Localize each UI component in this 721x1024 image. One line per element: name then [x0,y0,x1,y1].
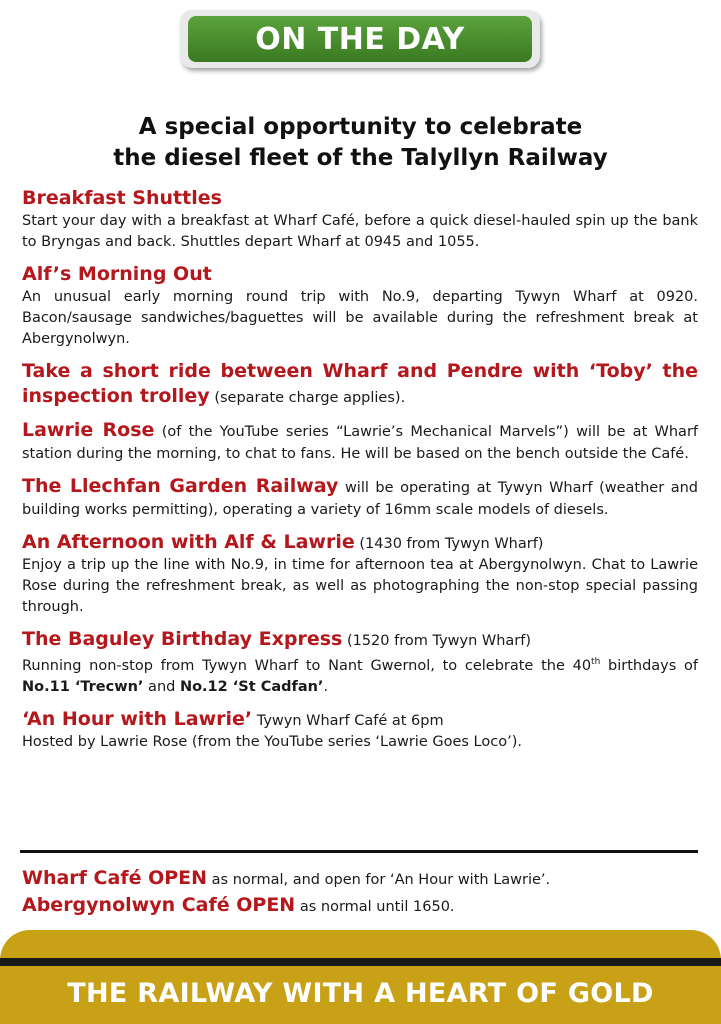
event-afternoon-alf-lawrie [22,530,698,618]
event-body: Start your day with a breakfast at Wharf Café, before a quick diesel-hauled spin up the bank to Bryngas and back. Shuttles depart Wharf at 0945 and 1055. [22,213,698,250]
event-list [22,186,698,762]
ordinal-suffix: th [591,657,601,667]
headline-line-2: the diesel fleet of the Talyllyn Railway [113,145,608,171]
event-title: The Llechfan Garden Railway [22,475,339,497]
event-note: (1430 from Tywyn Wharf) [359,536,544,552]
event-body: An unusual early morning round trip with No.9, departing Tywyn Wharf at 0920. Bacon/sausage sandwiches/baguettes will be available during the refreshment break at Abergynolwyn. [22,289,698,347]
event-body [22,652,698,698]
event-llechfan-garden-railway [22,474,698,521]
title-badge-inner [188,16,532,62]
event-note: Tywyn Wharf Café at 6pm [256,712,444,729]
headline-line-1: A special opportunity to celebrate [138,114,583,140]
event-note: (1520 from Tywyn Wharf) [346,633,532,649]
event-title: The Baguley Birthday Express [22,628,343,650]
loco-name-11: No.11 ‘Trecwn’ [22,678,144,695]
cafe-wharf [22,866,702,893]
headline [0,112,721,174]
divider [20,850,698,853]
event-title: ‘An Hour with Lawrie’ [22,707,253,730]
footer-slogan: THE RAILWAY WITH A HEART OF GOLD [67,978,654,1009]
event-alfs-morning-out [22,262,698,350]
event-note: (separate charge applies). [214,390,406,406]
event-body-a: Running non-stop from Tywyn Wharf to Nant Gwernol, to celebrate the 40 [22,657,592,674]
event-lawrie-rose [22,418,698,465]
event-toby-trolley [22,359,698,409]
event-title: Take a short ride between Wharf and Pendre with ‘Toby’ the inspection trolley [22,360,698,407]
title-badge [180,10,540,68]
loco-name-12: No.12 ‘St Cadfan’ [179,678,324,695]
event-title: Lawrie Rose [22,419,155,441]
cafe-text: as normal, and open for ‘An Hour with Lawrie’. [211,872,551,888]
footer-stripe [0,958,721,966]
event-body: will be operating at Tywyn Wharf (weather and building works permitting), operating a variety of 16mm scale models of diesels. [22,480,698,518]
event-body: (of the YouTube series “Lawrie’s Mechanical Marvels”) will be at Wharf station during the morning, to chat to fans. He will be based on the bench outside the Café. [22,424,699,462]
cafe-text: as normal until 1650. [299,899,455,915]
event-body: Hosted by Lawrie Rose (from the YouTube series ‘Lawrie Goes Loco’). [22,733,522,750]
cafe-name: Wharf Café OPEN [22,867,208,889]
event-title: Alf’s Morning Out [22,263,212,285]
event-body-c: and [143,678,180,695]
event-title: An Afternoon with Alf & Lawrie [22,531,355,553]
cafe-name: Abergynolwyn Café OPEN [22,894,296,916]
event-baguley-birthday-express [22,627,698,698]
event-title: Breakfast Shuttles [22,187,222,209]
cafe-info [22,866,702,920]
event-body: Enjoy a trip up the line with No.9, in time for afternoon tea at Abergynolwyn. Chat to Lawrie Rose during the refreshment break, as well as photographing the non-stop special passing through. [22,557,698,615]
event-hour-with-lawrie [22,707,698,753]
event-body-b: birthdays of [600,657,698,674]
badge-title: ON THE DAY [255,21,465,57]
event-body-d: . [323,678,329,695]
event-breakfast-shuttles [22,186,698,253]
cafe-abergynolwyn [22,893,702,920]
